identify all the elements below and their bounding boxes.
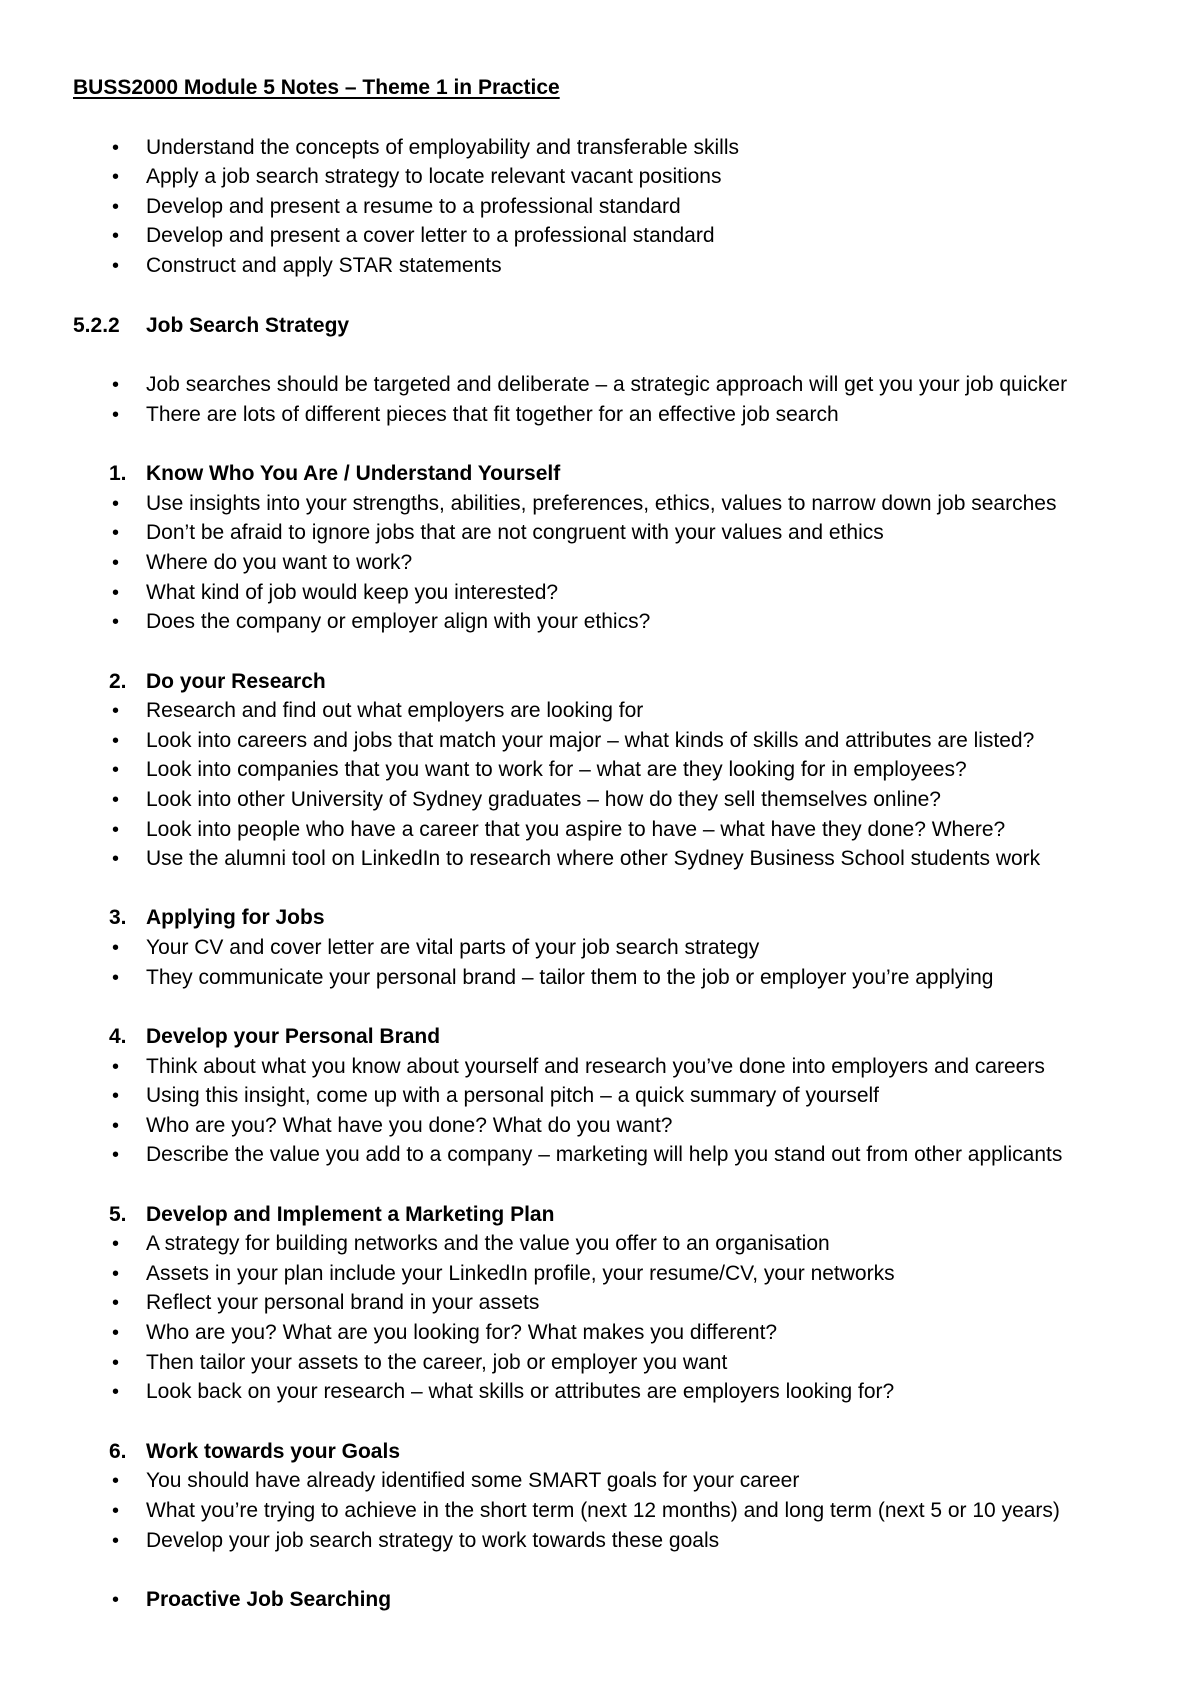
step-bullet: Who are you? What are you looking for? What makes you different? xyxy=(146,1321,778,1344)
bullet-icon: • xyxy=(112,522,120,544)
final-bullet-heading: Proactive Job Searching xyxy=(146,1588,392,1611)
step-bullet: Use insights into your strengths, abilities, preferences, ethics, values to narrow down job searches xyxy=(146,492,1057,515)
step-title: Applying for Jobs xyxy=(146,906,325,929)
bullet-icon: • xyxy=(112,967,120,989)
step-bullet: Use the alumni tool on LinkedIn to research where other Sydney Business School students work xyxy=(146,847,1041,870)
step-bullet: Describe the value you add to a company – marketing will help you stand out from other applicants xyxy=(146,1143,1063,1166)
step-bullet: Think about what you know about yourself and research you’ve done into employers and careers xyxy=(146,1055,1045,1078)
bullet-icon: • xyxy=(112,730,120,752)
bullet-icon: • xyxy=(112,700,120,722)
bullet-icon: • xyxy=(112,848,120,870)
step-title: Work towards your Goals xyxy=(146,1440,400,1463)
bullet-icon: • xyxy=(112,404,120,426)
bullet-icon: • xyxy=(112,789,120,811)
step-bullet: What kind of job would keep you interested? xyxy=(146,581,559,604)
bullet-icon: • xyxy=(112,1530,120,1552)
bullet-icon: • xyxy=(112,1292,120,1314)
section-number: 5.2.2 xyxy=(73,314,120,337)
objective-item: Develop and present a cover letter to a professional standard xyxy=(146,224,715,247)
step-bullet: Look into companies that you want to work for – what are they looking for in employees? xyxy=(146,758,967,781)
bullet-icon: • xyxy=(112,819,120,841)
step-number: 4. xyxy=(109,1025,127,1048)
section-title: Job Search Strategy xyxy=(146,314,350,337)
intro-item: Job searches should be targeted and deliberate – a strategic approach will get you your job quicker xyxy=(146,373,1068,396)
step-bullet: Look into careers and jobs that match your major – what kinds of skills and attributes are listed? xyxy=(146,729,1035,752)
step-number: 2. xyxy=(109,670,127,693)
step-bullet: What you’re trying to achieve in the short term (next 12 months) and long term (next 5 or 10 years) xyxy=(146,1499,1060,1522)
step-title: Do your Research xyxy=(146,670,326,693)
step-title: Develop and Implement a Marketing Plan xyxy=(146,1203,555,1226)
step-number: 6. xyxy=(109,1440,127,1463)
step-number: 5. xyxy=(109,1203,127,1226)
step-bullet: They communicate your personal brand – tailor them to the job or employer you’re applying xyxy=(146,966,994,989)
step-bullet: Using this insight, come up with a personal pitch – a quick summary of yourself xyxy=(146,1084,880,1107)
bullet-icon: • xyxy=(112,1085,120,1107)
bullet-icon: • xyxy=(112,1322,120,1344)
bullet-icon: • xyxy=(112,137,120,159)
step-bullet: Where do you want to work? xyxy=(146,551,413,574)
step-bullet: Who are you? What have you done? What do you want? xyxy=(146,1114,673,1137)
bullet-icon: • xyxy=(112,1589,120,1611)
bullet-icon: • xyxy=(112,552,120,574)
step-bullet: Does the company or employer align with your ethics? xyxy=(146,610,651,633)
step-bullet: Look into other University of Sydney graduates – how do they sell themselves online? xyxy=(146,788,941,811)
intro-item: There are lots of different pieces that fit together for an effective job search xyxy=(146,403,839,426)
bullet-icon: • xyxy=(112,1352,120,1374)
objective-item: Construct and apply STAR statements xyxy=(146,254,502,277)
bullet-icon: • xyxy=(112,582,120,604)
bullet-icon: • xyxy=(112,225,120,247)
step-bullet: Then tailor your assets to the career, job or employer you want xyxy=(146,1351,728,1374)
bullet-icon: • xyxy=(112,1470,120,1492)
bullet-icon: • xyxy=(112,196,120,218)
step-number: 1. xyxy=(109,462,127,485)
step-bullet: Research and find out what employers are looking for xyxy=(146,699,644,722)
step-bullet: Don’t be afraid to ignore jobs that are not congruent with your values and ethics xyxy=(146,521,884,544)
bullet-icon: • xyxy=(112,1263,120,1285)
step-title: Know Who You Are / Understand Yourself xyxy=(146,462,561,485)
bullet-icon: • xyxy=(112,255,120,277)
step-bullet: Develop your job search strategy to work towards these goals xyxy=(146,1529,720,1552)
step-bullet: Reflect your personal brand in your assets xyxy=(146,1291,540,1314)
objective-item: Apply a job search strategy to locate relevant vacant positions xyxy=(146,165,722,188)
step-number: 3. xyxy=(109,906,127,929)
objective-item: Develop and present a resume to a professional standard xyxy=(146,195,681,218)
bullet-icon: • xyxy=(112,1381,120,1403)
objective-item: Understand the concepts of employability and transferable skills xyxy=(146,136,739,159)
step-bullet: You should have already identified some SMART goals for your career xyxy=(146,1469,800,1492)
bullet-icon: • xyxy=(112,1500,120,1522)
bullet-icon: • xyxy=(112,1144,120,1166)
step-bullet: Assets in your plan include your LinkedIn profile, your resume/CV, your networks xyxy=(146,1262,895,1285)
bullet-icon: • xyxy=(112,1115,120,1137)
bullet-icon: • xyxy=(112,166,120,188)
step-bullet: Look into people who have a career that you aspire to have – what have they done? Where? xyxy=(146,818,1006,841)
bullet-icon: • xyxy=(112,1233,120,1255)
bullet-icon: • xyxy=(112,611,120,633)
step-bullet: Look back on your research – what skills or attributes are employers looking for? xyxy=(146,1380,895,1403)
step-bullet: Your CV and cover letter are vital parts of your job search strategy xyxy=(146,936,760,959)
step-title: Develop your Personal Brand xyxy=(146,1025,441,1048)
step-bullet: A strategy for building networks and the value you offer to an organisation xyxy=(146,1232,830,1255)
bullet-icon: • xyxy=(112,937,120,959)
bullet-icon: • xyxy=(112,759,120,781)
bullet-icon: • xyxy=(112,374,120,396)
bullet-icon: • xyxy=(112,493,120,515)
document-title: BUSS2000 Module 5 Notes – Theme 1 in Practice xyxy=(73,76,560,99)
bullet-icon: • xyxy=(112,1056,120,1078)
